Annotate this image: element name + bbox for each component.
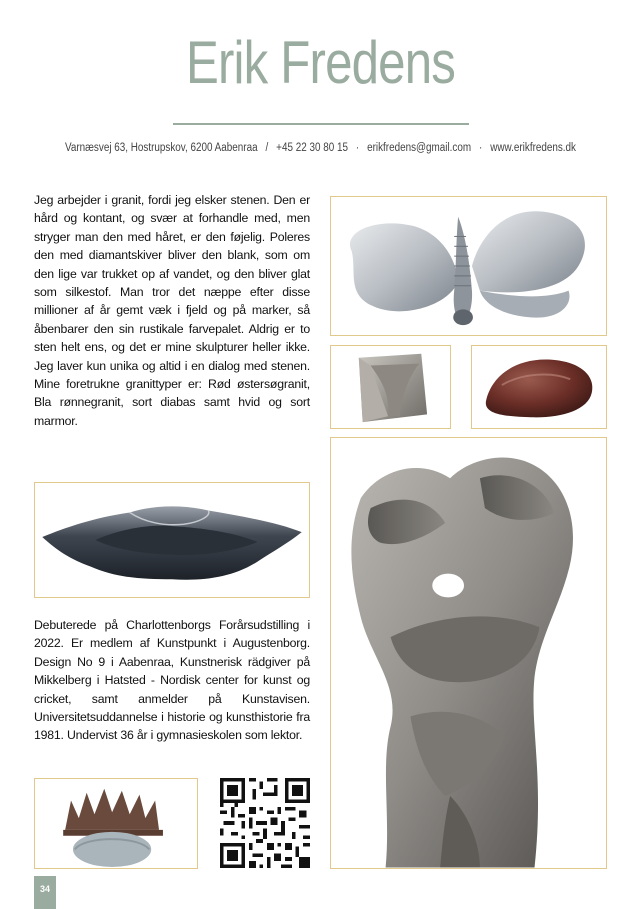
contact-email[interactable]: erikfredens@gmail.com bbox=[367, 142, 472, 154]
contact-line bbox=[45, 142, 596, 154]
red-stone-sculpture-image bbox=[472, 346, 606, 428]
contact-separator: · bbox=[355, 142, 360, 154]
abstract-figure-sculpture-photo bbox=[330, 437, 607, 869]
qr-code-icon[interactable] bbox=[220, 778, 310, 868]
crown-sculpture-photo bbox=[34, 778, 198, 869]
contact-website[interactable]: www.erikfredens.dk bbox=[490, 142, 577, 154]
red-stone-sculpture-photo bbox=[471, 345, 607, 429]
biography-paragraph: Debuterede på Charlottenborgs Forårsudstilling i 2022. Er medlem af Kunstpunkt i Augustenborg. Design No 9 i Aabenraa, Kunstnerisk rädgiver på Mikkelberg i Hatsted - Nordisk center for kunst og cricket, samt anmelder på Kunstavisen. Universitetsuddannelse i historie og kunsthistorie fra 1981. Undervist 36 år i gymnasieskolen som lektor. bbox=[34, 618, 310, 743]
contact-phone: +45 22 30 80 15 bbox=[276, 142, 348, 154]
crown-sculpture-image bbox=[35, 779, 197, 868]
intro-paragraph: Jeg arbejder i granit, fordi jeg elsker stenen. Den er hård og kontant, og svær at forhandle med, men stryger man den med håret, er den føjelig. Poleres den med diamantskiver bliver den blank, som om den lige var trukket op af vandet, og den bliver glat som silkestof. Man tror det næppe efter disse millioner af år gemt væk i fjeld og på marker, så åbenbarer den sin rustikale farvepalet. Aldrig er to sten helt ens, og det er mine skulpturer heller ikke. Jeg laver kun unika og altid i en dialog med stenen. Mine foretrukne granittyper er: Rød østersøgranit, Bla rønnegranit, sort diabas samt hvid og sort marmor. bbox=[34, 193, 310, 428]
page-number: 34 bbox=[39, 884, 50, 894]
grey-block-sculpture-image bbox=[331, 346, 450, 428]
butterfly-sculpture-image bbox=[331, 197, 606, 335]
contact-address: Varnæsvej 63, Hostrupskov, 6200 Aabenraa bbox=[64, 142, 258, 154]
page-number-tab bbox=[34, 876, 56, 909]
butterfly-sculpture-photo bbox=[330, 196, 607, 336]
page-title: Erik Fredens bbox=[185, 29, 456, 96]
dark-bowl-sculpture-image bbox=[35, 483, 309, 597]
title-divider bbox=[173, 123, 469, 125]
contact-separator: · bbox=[479, 142, 483, 154]
grey-block-sculpture-photo bbox=[330, 345, 451, 429]
abstract-figure-sculpture-image bbox=[331, 438, 606, 868]
contact-separator: / bbox=[265, 142, 269, 154]
dark-bowl-sculpture-photo bbox=[34, 482, 310, 598]
